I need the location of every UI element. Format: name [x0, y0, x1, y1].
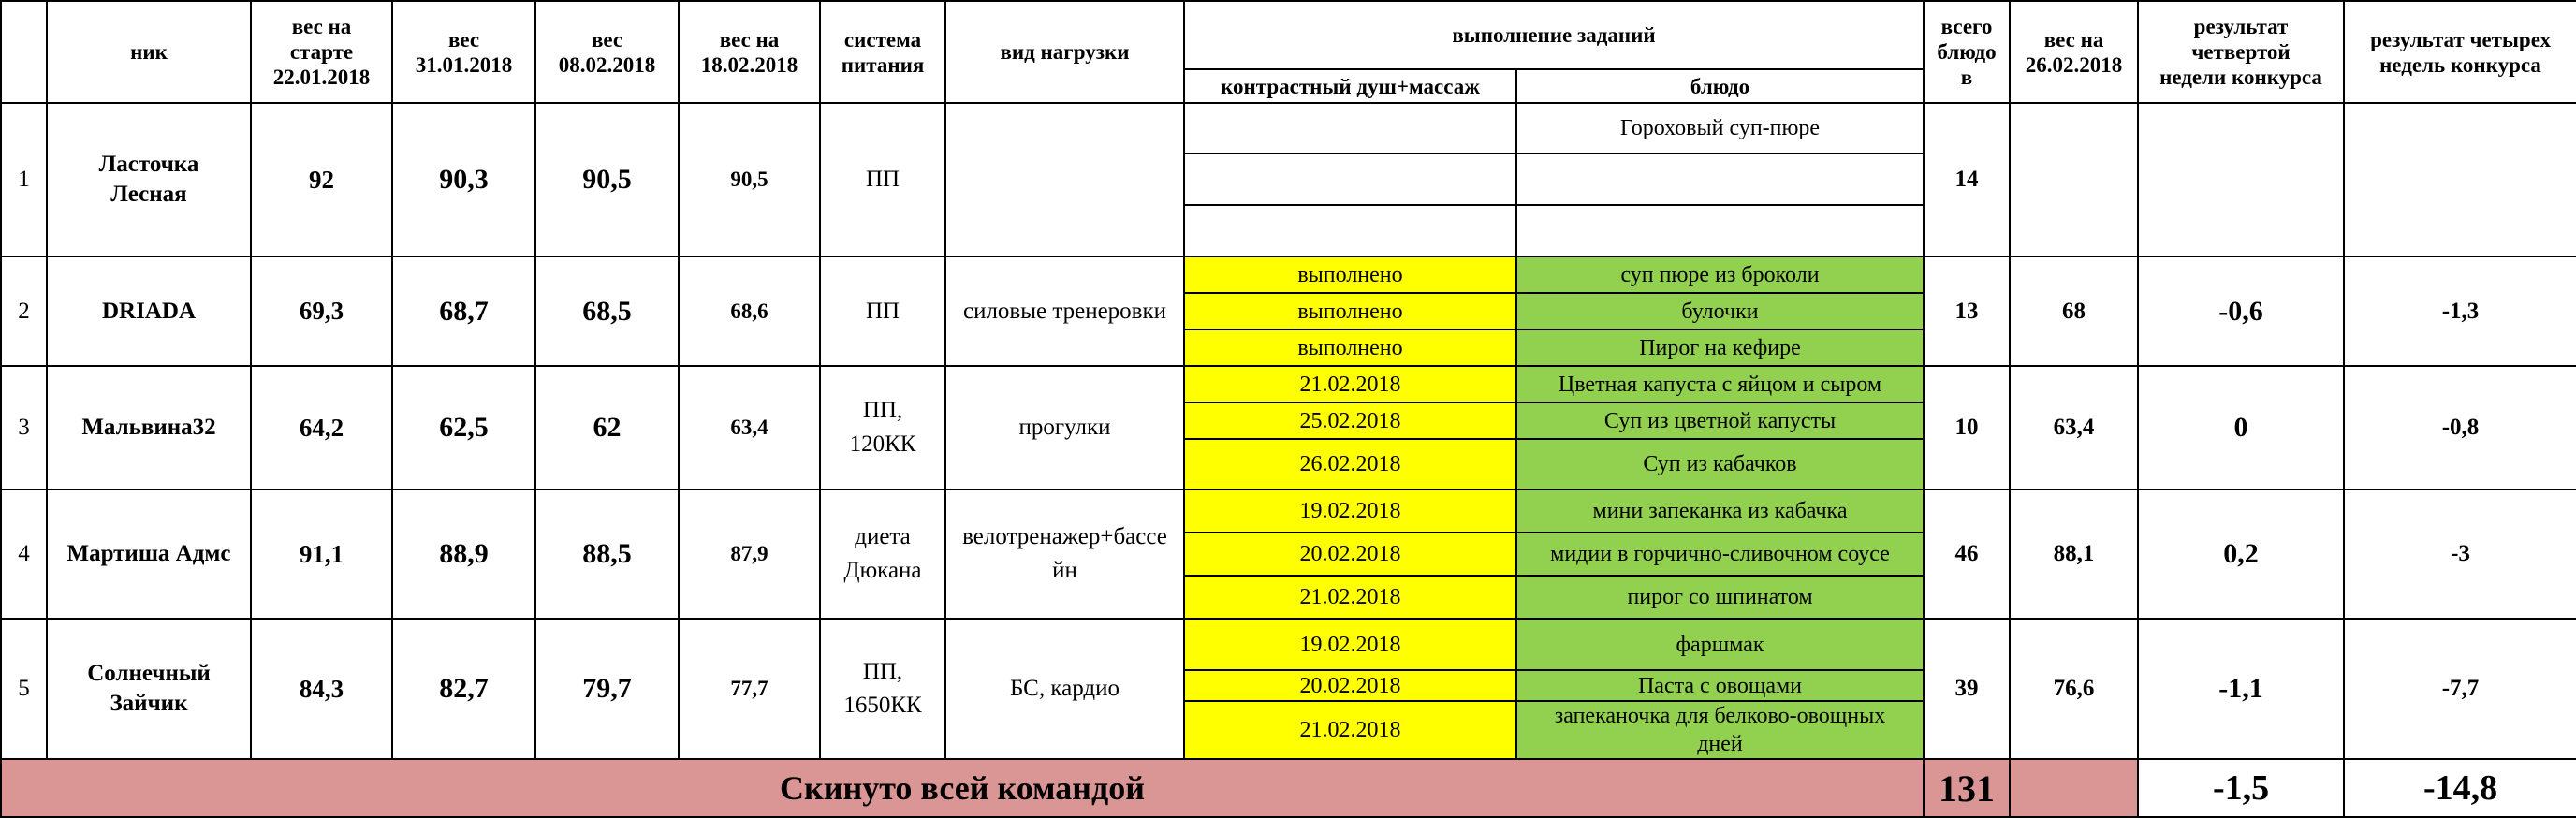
task-dish-cell: пирог со шпинатом: [1516, 576, 1924, 619]
header-weight-0226: вес на 26.02.2018: [2010, 1, 2138, 103]
row-total-dishes: 14: [1924, 103, 2010, 256]
header-activity-type: вид нагрузки: [945, 1, 1184, 103]
task-dish-cell: булочки: [1516, 293, 1924, 329]
header-diet-system: система питания: [820, 1, 945, 103]
task-shower-cell: 19.02.2018: [1184, 489, 1516, 533]
task-dish-cell: фаршмак: [1516, 619, 1924, 670]
row-start-weight: 84,3: [251, 619, 392, 759]
footer-row: [1, 759, 2576, 817]
row-total-dishes: 39: [1924, 619, 2010, 759]
row-weight-0218: 63,4: [679, 366, 820, 489]
task-shower-cell: 19.02.2018: [1184, 619, 1516, 670]
row-total-dishes: 10: [1924, 366, 2010, 489]
row-weight-0208: 62: [535, 366, 679, 489]
header-weight-0208: вес 08.02.2018: [535, 1, 679, 103]
participant-row: [1, 366, 2576, 402]
row-weight-0226: 88,1: [2010, 489, 2138, 619]
row-diet-system: ПП, 1650КК: [820, 619, 945, 759]
task-dish-cell: Гороховый суп-пюре: [1516, 103, 1924, 153]
task-dish-cell: Цветная капуста с яйцом и сыром: [1516, 366, 1924, 402]
task-dish-cell: Пирог на кефире: [1516, 329, 1924, 366]
row-result-all: -7,7: [2344, 619, 2576, 759]
task-shower-cell: 21.02.2018: [1184, 576, 1516, 619]
row-number: 5: [1, 619, 47, 759]
task-shower-cell: 21.02.2018: [1184, 701, 1516, 759]
row-weight-0218: 90,5: [679, 103, 820, 256]
footer-result-all: [2344, 759, 2576, 817]
row-number: 3: [1, 366, 47, 489]
row-activity-type: велотренажер+бассе йн: [945, 489, 1184, 619]
row-diet-system: ПП: [820, 103, 945, 256]
task-shower-cell: выполнено: [1184, 256, 1516, 293]
header-tasks-dish: блюдо: [1516, 69, 1924, 103]
row-nick: DRIADA: [47, 256, 251, 366]
header-total-dishes: всего блюдо в: [1924, 1, 2010, 103]
participant-row: [1, 256, 2576, 293]
row-weight-0218: 77,7: [679, 619, 820, 759]
row-result-all: -3: [2344, 489, 2576, 619]
row-activity-type: БС, кардио: [945, 619, 1184, 759]
task-dish-cell: Суп из цветной капусты: [1516, 402, 1924, 439]
row-weight-0226: 76,6: [2010, 619, 2138, 759]
row-start-weight: 69,3: [251, 256, 392, 366]
row-weight-0208: 88,5: [535, 489, 679, 619]
row-weight-0131: 82,7: [392, 619, 535, 759]
participant-row: [1, 103, 2576, 153]
task-shower-cell: [1184, 103, 1516, 153]
row-activity-type: [945, 103, 1184, 256]
row-total-dishes: 46: [1924, 489, 2010, 619]
footer-result-week4: [2138, 759, 2344, 817]
task-shower-cell: 21.02.2018: [1184, 366, 1516, 402]
footer-label: [1, 759, 1924, 817]
task-dish-cell: мидии в горчично-сливочном соусе: [1516, 533, 1924, 576]
header-num: [1, 1, 47, 103]
row-result-all: -1,3: [2344, 256, 2576, 366]
row-weight-0218: 87,9: [679, 489, 820, 619]
task-dish-cell: [1516, 205, 1924, 256]
task-shower-cell: 20.02.2018: [1184, 670, 1516, 701]
footer-total-text: 131: [1939, 767, 1996, 810]
row-weight-0131: 88,9: [392, 489, 535, 619]
row-activity-type: прогулки: [945, 366, 1184, 489]
header-nick: ник: [47, 1, 251, 103]
row-weight-0226: 63,4: [2010, 366, 2138, 489]
row-result-week4: -1,1: [2138, 619, 2344, 759]
footer-result-all-text: -14,8: [2422, 768, 2498, 808]
row-diet-system: ПП: [820, 256, 945, 366]
header-result-week4: результат четвертой недели конкурса: [2138, 1, 2344, 103]
row-start-weight: 92: [251, 103, 392, 256]
row-result-week4: -0,6: [2138, 256, 2344, 366]
task-shower-cell: 20.02.2018: [1184, 533, 1516, 576]
row-result-all: -0,8: [2344, 366, 2576, 489]
task-shower-cell: 25.02.2018: [1184, 402, 1516, 439]
row-diet-system: ПП, 120КК: [820, 366, 945, 489]
footer-label-text: Скинуто всей командой: [780, 769, 1146, 807]
row-weight-0208: 79,7: [535, 619, 679, 759]
task-shower-cell: выполнено: [1184, 293, 1516, 329]
task-dish-cell: Паста с овощами: [1516, 670, 1924, 701]
row-number: 1: [1, 103, 47, 256]
row-nick: Мальвина32: [47, 366, 251, 489]
task-dish-cell: запеканочка для белково-овощных дней: [1516, 701, 1924, 759]
footer-result-week4-text: -1,5: [2212, 768, 2270, 808]
row-weight-0131: 90,3: [392, 103, 535, 256]
header-result-all: результат четырех недель конкурса: [2344, 1, 2576, 103]
row-weight-0226: 68: [2010, 256, 2138, 366]
header-start-weight: вес на старте 22.01.2018: [251, 1, 392, 103]
task-dish-cell: мини запеканка из кабачка: [1516, 489, 1924, 533]
row-nick: Солнечный Зайчик: [47, 619, 251, 759]
row-start-weight: 91,1: [251, 489, 392, 619]
participant-row: [1, 489, 2576, 533]
participants-body: [1, 103, 2576, 759]
row-nick: Ласточка Лесная: [47, 103, 251, 256]
task-dish-cell: [1516, 153, 1924, 205]
row-weight-0208: 68,5: [535, 256, 679, 366]
footer-total: [1924, 759, 2010, 817]
participant-row: [1, 619, 2576, 670]
header-weight-0131: вес 31.01.2018: [392, 1, 535, 103]
row-number: 4: [1, 489, 47, 619]
row-weight-0208: 90,5: [535, 103, 679, 256]
row-result-week4: [2138, 103, 2344, 256]
task-shower-cell: [1184, 205, 1516, 256]
footer-weight: [2010, 759, 2138, 817]
row-result-week4: 0,2: [2138, 489, 2344, 619]
task-dish-cell: суп пюре из броколи: [1516, 256, 1924, 293]
row-weight-0226: [2010, 103, 2138, 256]
row-result-week4: 0: [2138, 366, 2344, 489]
task-dish-cell: Суп из кабачков: [1516, 439, 1924, 489]
row-result-all: [2344, 103, 2576, 256]
row-activity-type: силовые тренеровки: [945, 256, 1184, 366]
row-weight-0218: 68,6: [679, 256, 820, 366]
task-shower-cell: выполнено: [1184, 329, 1516, 366]
row-nick: Мартиша Адмс: [47, 489, 251, 619]
row-number: 2: [1, 256, 47, 366]
header-tasks-shower: контрастный душ+массаж: [1184, 69, 1516, 103]
row-weight-0131: 62,5: [392, 366, 535, 489]
header-tasks: выполнение заданий: [1184, 1, 1924, 69]
row-diet-system: диета Дюкана: [820, 489, 945, 619]
row-total-dishes: 13: [1924, 256, 2010, 366]
header-weight-0218: вес на 18.02.2018: [679, 1, 820, 103]
header-row: [1, 1, 2576, 69]
task-shower-cell: [1184, 153, 1516, 205]
row-start-weight: 64,2: [251, 366, 392, 489]
row-weight-0131: 68,7: [392, 256, 535, 366]
task-shower-cell: 26.02.2018: [1184, 439, 1516, 489]
